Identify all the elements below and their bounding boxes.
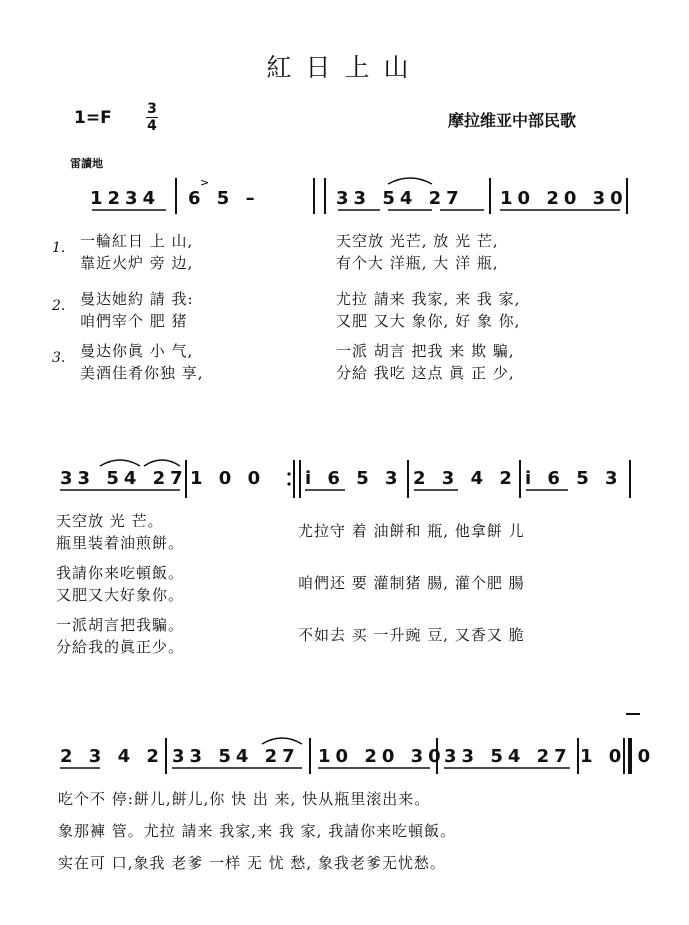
s2-measure-5-notes: i 6 5 3 xyxy=(525,468,623,489)
s3-lyric-2: 象那褲 管。尤拉 請来 我家,来 我 家, 我請你来吃頓飯。 xyxy=(58,822,457,840)
tempo-marking: 雷讀地 xyxy=(70,157,103,170)
verse-1-line-b: 天空放 光芒, 放 光 芒, xyxy=(336,232,499,250)
measure-4-notes: 10 20 30 xyxy=(500,188,628,209)
s2-measure-2-notes: 1 0 0 xyxy=(190,468,266,489)
svg-text:>: > xyxy=(200,176,210,189)
verse-1-line-c: 靠近火炉 旁 边, xyxy=(80,254,194,272)
s2-group-2-b: 又肥又大好象你。 xyxy=(56,586,185,604)
verse-number-2: 2. xyxy=(52,298,66,314)
s2-group-2-a: 我請你来吃頓飯。 xyxy=(56,564,185,582)
verse-1-line-d: 有个大 洋瓶, 大 洋 瓶, xyxy=(336,254,499,272)
s3-measure-5-notes: 1 0 0 xyxy=(580,746,656,767)
s3-measure-4-notes: 33 54 27 xyxy=(444,746,572,767)
verse-3-line-c: 美酒佳肴你独 享, xyxy=(80,364,204,382)
verse-3-line-a: 曼达你眞 小 气, xyxy=(80,342,194,360)
s2-group-3-a: 一派胡言把我騙。 xyxy=(56,616,185,634)
s2-group-3-c: 不如去 买 一升豌 豆, 又香又 脆 xyxy=(298,626,525,644)
verse-number-3: 3. xyxy=(52,350,66,366)
meter-top: 3 xyxy=(147,101,157,117)
s3-measure-2-notes: 33 54 27 xyxy=(172,746,300,767)
s3-measure-1-notes: 2 3 4 2 xyxy=(60,746,164,767)
measure-1-notes: 1234 xyxy=(90,188,161,209)
s2-measure-3-notes: i 6 5 3 xyxy=(305,468,403,489)
s2-group-1-c: 尤拉守 着 油餅和 瓶, 他拿餅 儿 xyxy=(298,522,525,540)
s2-measure-1-notes: 33 54 27 xyxy=(60,468,188,489)
verse-2-line-c: 咱們宰个 肥 猪 xyxy=(80,312,188,330)
s2-group-3-b: 分給我的眞正少。 xyxy=(56,638,185,656)
key-signature: 1=F xyxy=(74,108,112,128)
s3-lyric-3: 实在可 口,象我 老爹 一样 无 忧 愁, 象我老爹无忧愁。 xyxy=(58,854,446,872)
song-source: 摩拉维亚中部民歌 xyxy=(448,111,577,130)
verse-3-line-b: 一派 胡言 把我 来 欺 騙, xyxy=(336,342,515,360)
s3-measure-3-notes: 10 20 30 xyxy=(318,746,446,767)
measure-3-notes: 33 54 27 xyxy=(336,188,464,209)
verse-1-line-a: 一輪紅日 上 山, xyxy=(80,232,194,250)
s2-group-2-c: 咱們还 要 灌制猪 腸, 灌个肥 腸 xyxy=(298,574,525,592)
verse-2-line-a: 曼达她約 請 我: xyxy=(80,290,194,308)
song-title: 紅日上山 xyxy=(266,53,423,82)
meter-bottom: 4 xyxy=(147,118,157,134)
verse-2-line-d: 又肥 又大 象你, 好 象 你, xyxy=(336,312,521,330)
verse-number-1: 1. xyxy=(52,240,66,256)
s2-measure-4-notes: 2 3 4 2 xyxy=(413,468,517,489)
measure-2-notes: 6 5 – xyxy=(188,188,260,209)
s3-lyric-1: 吃个不 停:餅儿,餅儿,你 快 出 来, 快从瓶里滚出来。 xyxy=(58,790,431,808)
verse-3-line-d: 分給 我吃 这点 眞 正 少, xyxy=(336,364,515,382)
s2-group-1-b: 瓶里装着油煎餅。 xyxy=(56,534,185,552)
s2-group-1-a: 天空放 光 芒。 xyxy=(56,512,164,530)
verse-2-line-b: 尤拉 請来 我家, 来 我 家, xyxy=(336,290,521,308)
